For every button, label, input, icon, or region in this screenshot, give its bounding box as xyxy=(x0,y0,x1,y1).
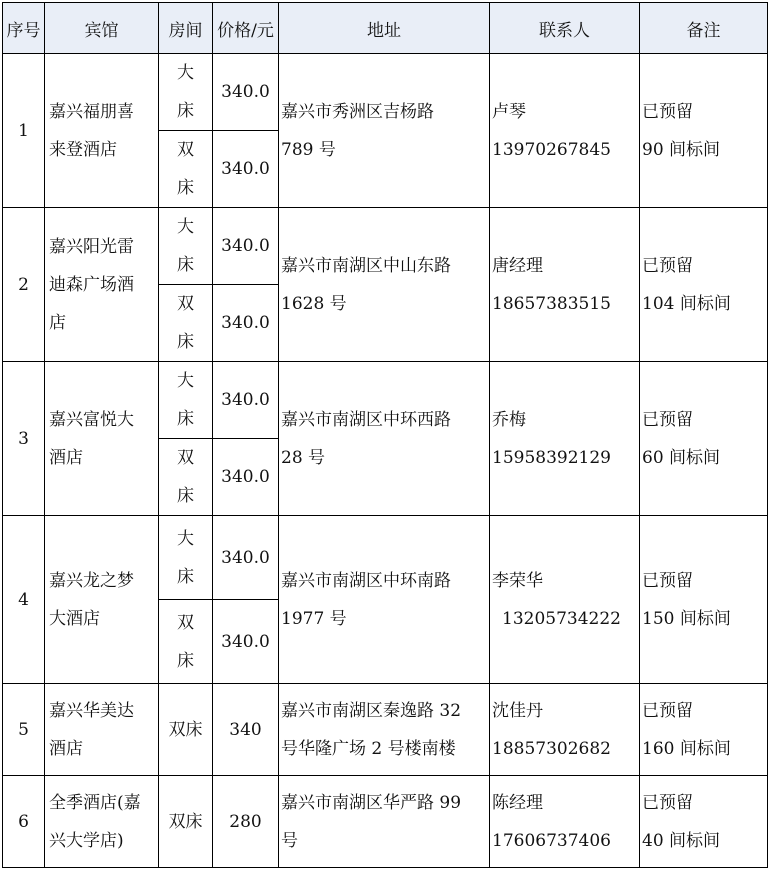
address-line: 嘉兴市南湖区中环西路 xyxy=(281,409,451,430)
price-cell: 340.0 xyxy=(213,439,279,516)
table-row xyxy=(3,776,768,868)
note-cell xyxy=(640,776,768,868)
note-line: 已预留 xyxy=(642,570,693,591)
hotel-line: 店 xyxy=(49,312,66,333)
table-row xyxy=(3,362,768,439)
header-price: 价格/元 xyxy=(213,3,279,54)
room-cell: 双床 xyxy=(159,684,213,776)
address-cell xyxy=(279,362,490,516)
room-cell xyxy=(159,54,213,131)
room-cell xyxy=(159,600,213,684)
price-cell: 340.0 xyxy=(213,54,279,131)
hotel-cell xyxy=(45,516,159,684)
address-line: 嘉兴市南湖区中环南路 xyxy=(281,570,451,591)
note-line: 已预留 xyxy=(642,255,693,276)
hotel-cell xyxy=(45,208,159,362)
price-cell: 340.0 xyxy=(213,131,279,208)
address-line: 嘉兴市南湖区华严路 99 xyxy=(281,792,462,813)
price-cell: 340.0 xyxy=(213,600,279,684)
note-line: 104 间标间 xyxy=(642,293,731,314)
hotel-line: 嘉兴华美达 xyxy=(49,700,134,721)
room-line: 大 xyxy=(177,371,194,391)
address-line: 嘉兴市南湖区秦逸路 32 xyxy=(281,700,462,721)
seq-cell: 5 xyxy=(3,684,45,776)
note-line: 已预留 xyxy=(642,700,693,721)
hotel-line: 来登酒店 xyxy=(49,139,117,160)
contact-name: 沈佳丹 xyxy=(492,700,543,721)
note-cell xyxy=(640,684,768,776)
hotel-line: 嘉兴龙之梦 xyxy=(49,570,134,591)
note-cell xyxy=(640,516,768,684)
room-cell xyxy=(159,208,213,285)
address-cell xyxy=(279,54,490,208)
address-line: 1628 号 xyxy=(281,293,347,314)
room-cell: 双床 xyxy=(159,776,213,868)
header-hotel: 宾馆 xyxy=(45,3,159,54)
room-cell xyxy=(159,439,213,516)
contact-phone: 13970267845 xyxy=(492,139,611,160)
header-seq: 序号 xyxy=(3,3,45,54)
seq-cell: 6 xyxy=(3,776,45,868)
room-cell xyxy=(159,362,213,439)
address-line: 嘉兴市南湖区中山东路 xyxy=(281,255,451,276)
header-row xyxy=(3,3,768,54)
contact-cell xyxy=(490,516,640,684)
hotel-cell xyxy=(45,362,159,516)
note-line: 已预留 xyxy=(642,792,693,813)
contact-phone: 18857302682 xyxy=(492,738,611,759)
seq-cell: 2 xyxy=(3,208,45,362)
hotel-line: 迪森广场酒 xyxy=(49,274,134,295)
contact-cell xyxy=(490,684,640,776)
room-line: 大 xyxy=(177,63,194,83)
contact-phone: 13205734222 xyxy=(502,608,621,629)
hotel-line: 嘉兴阳光雷 xyxy=(49,236,134,257)
table-row xyxy=(3,208,768,285)
table-row xyxy=(3,516,768,600)
contact-name: 李荣华 xyxy=(492,570,543,591)
hotel-line: 全季酒店(嘉 xyxy=(49,792,141,813)
table-row xyxy=(3,54,768,131)
note-cell xyxy=(640,362,768,516)
price-cell: 280 xyxy=(213,776,279,868)
seq-cell: 1 xyxy=(3,54,45,208)
price-cell: 340.0 xyxy=(213,285,279,362)
contact-name: 唐经理 xyxy=(492,255,543,276)
room-line: 床 xyxy=(177,409,194,429)
contact-phone: 17606737406 xyxy=(492,830,611,851)
price-cell: 340 xyxy=(213,684,279,776)
room-line: 床 xyxy=(177,178,194,198)
hotel-line: 嘉兴福朋喜 xyxy=(49,101,134,122)
price-cell: 340.0 xyxy=(213,362,279,439)
room-line: 双 xyxy=(177,448,194,468)
contact-name: 乔梅 xyxy=(492,409,526,430)
room-line: 床 xyxy=(177,650,194,671)
contact-phone: 18657383515 xyxy=(492,293,611,314)
room-line: 床 xyxy=(177,255,194,275)
price-cell: 340.0 xyxy=(213,208,279,285)
address-line: 28 号 xyxy=(281,447,326,468)
room-cell xyxy=(159,285,213,362)
hotel-cell xyxy=(45,776,159,868)
header-contact: 联系人 xyxy=(490,3,640,54)
note-line: 已预留 xyxy=(642,409,693,430)
contact-name: 卢琴 xyxy=(492,101,526,122)
address-line: 1977 号 xyxy=(281,608,347,629)
note-line: 40 间标间 xyxy=(642,830,721,851)
seq-cell: 3 xyxy=(3,362,45,516)
address-cell xyxy=(279,684,490,776)
note-line: 60 间标间 xyxy=(642,447,721,468)
address-cell xyxy=(279,776,490,868)
room-cell xyxy=(159,516,213,600)
contact-cell xyxy=(490,54,640,208)
room-line: 双 xyxy=(177,294,194,314)
contact-cell xyxy=(490,776,640,868)
contact-phone: 15958392129 xyxy=(492,447,611,468)
note-line: 90 间标间 xyxy=(642,139,721,160)
address-line: 号 xyxy=(281,830,298,851)
note-line: 已预留 xyxy=(642,101,693,122)
hotel-line: 兴大学店) xyxy=(49,830,124,851)
hotel-table xyxy=(2,2,768,868)
address-cell xyxy=(279,208,490,362)
room-line: 双 xyxy=(177,140,194,160)
room-line: 大 xyxy=(177,217,194,237)
contact-cell xyxy=(490,208,640,362)
header-note: 备注 xyxy=(640,3,768,54)
address-line: 789 号 xyxy=(281,139,336,160)
seq-cell: 4 xyxy=(3,516,45,684)
hotel-line: 酒店 xyxy=(49,738,83,759)
room-line: 床 xyxy=(177,101,194,121)
header-room: 房间 xyxy=(159,3,213,54)
hotel-cell xyxy=(45,684,159,776)
contact-cell xyxy=(490,362,640,516)
room-line: 床 xyxy=(177,332,194,352)
room-line: 大 xyxy=(177,528,194,549)
header-address: 地址 xyxy=(279,3,490,54)
table-row xyxy=(3,684,768,776)
hotel-cell xyxy=(45,54,159,208)
note-cell xyxy=(640,208,768,362)
note-cell xyxy=(640,54,768,208)
note-line: 160 间标间 xyxy=(642,738,731,759)
room-line: 双 xyxy=(177,612,194,633)
address-line: 号华隆广场 2 号楼南楼 xyxy=(281,738,456,759)
room-line: 床 xyxy=(177,566,194,587)
address-cell xyxy=(279,516,490,684)
room-line: 床 xyxy=(177,486,194,506)
room-cell xyxy=(159,131,213,208)
price-cell: 340.0 xyxy=(213,516,279,600)
contact-name: 陈经理 xyxy=(492,792,543,813)
hotel-line: 嘉兴富悦大 xyxy=(49,409,134,430)
address-line: 嘉兴市秀洲区吉杨路 xyxy=(281,101,434,122)
hotel-line: 酒店 xyxy=(49,447,83,468)
note-line: 150 间标间 xyxy=(642,608,731,629)
hotel-line: 大酒店 xyxy=(49,608,100,629)
